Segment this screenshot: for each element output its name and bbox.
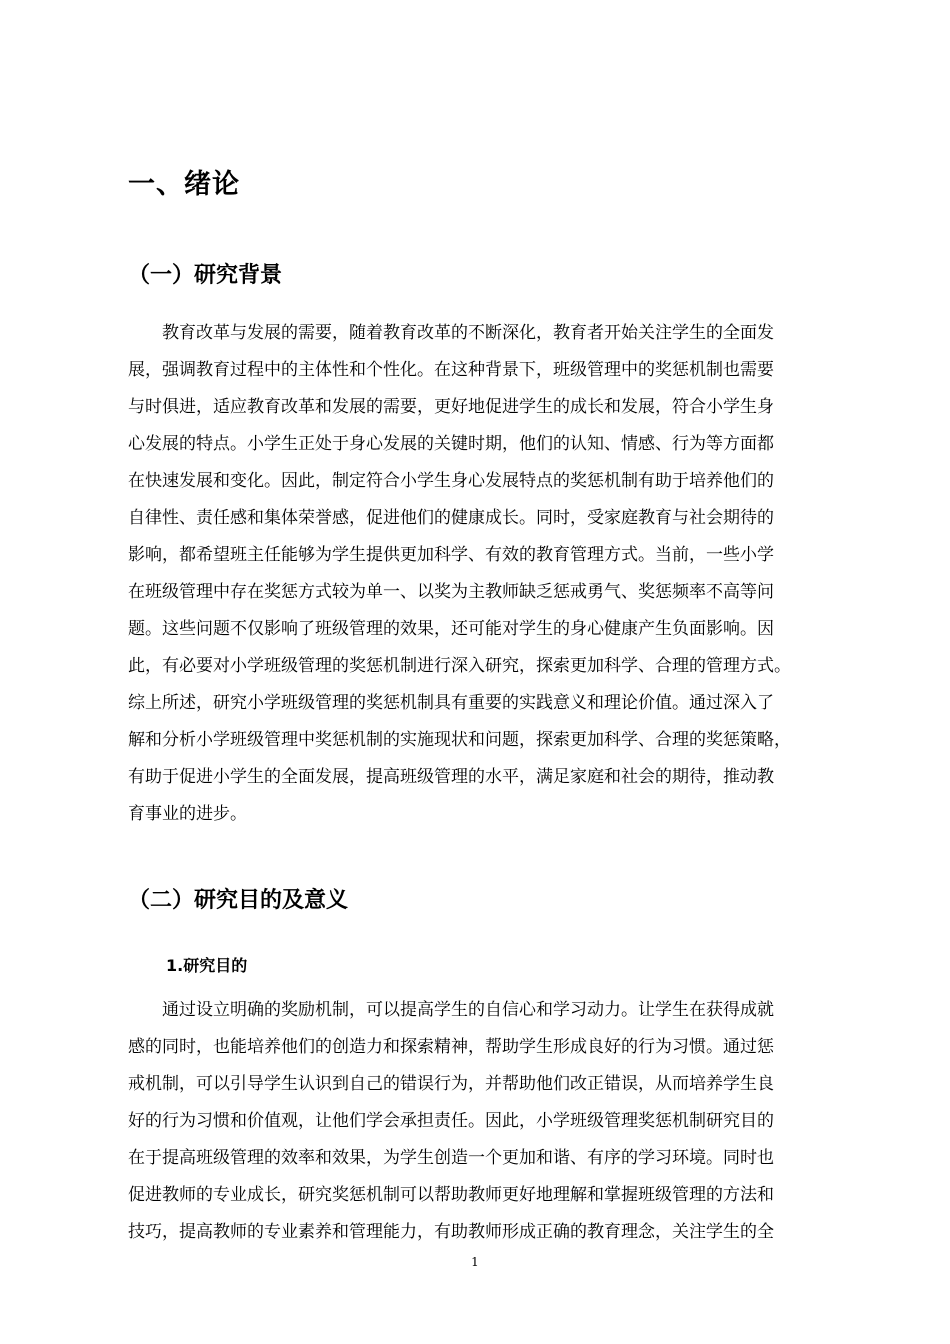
text-line: 心发展的特点。小学生正处于身心发展的关键时期，他们的认知、情感、行为等方面都 [128, 434, 774, 454]
text-line: 题。这些问题不仅影响了班级管理的效果，还可能对学生的身心健康产生负面影响。因 [128, 619, 774, 639]
text-line: 感的同时，也能培养他们的创造力和探索精神，帮助学生形成良好的行为习惯。通过惩 [128, 1037, 774, 1057]
purpose-paragraph [128, 992, 868, 1251]
text-line: 解和分析小学班级管理中奖惩机制的实施现状和问题，探索更加科学、合理的奖惩策略， [128, 730, 791, 750]
text-line: 综上所述，研究小学班级管理的奖惩机制具有重要的实践意义和理论价值。通过深入了 [128, 693, 774, 713]
text-line: 育事业的进步。 [128, 804, 247, 824]
text-line: 自律性、责任感和集体荣誉感，促进他们的健康成长。同时，受家庭教育与社会期待的 [128, 508, 774, 528]
page-number: 1 [471, 1255, 479, 1269]
text-line: 在班级管理中存在奖惩方式较为单一、以奖为主教师缺乏惩戒勇气、奖惩频率不高等问 [128, 582, 774, 602]
text-line: 通过设立明确的奖励机制，可以提高学生的自信心和学习动力。让学生在获得成就 [128, 1000, 774, 1020]
text-line: 有助于促进小学生的全面发展，提高班级管理的水平，满足家庭和社会的期待，推动教 [128, 767, 774, 787]
text-line: 好的行为习惯和价值观，让他们学会承担责任。因此，小学班级管理奖惩机制研究目的 [128, 1111, 774, 1131]
text-line: 影响，都希望班主任能够为学生提供更加科学、有效的教育管理方式。当前，一些小学 [128, 545, 774, 565]
section-heading-purpose: （二）研究目的及意义 [128, 888, 349, 913]
text-line: 技巧，提高教师的专业素养和管理能力，有助教师形成正确的教育理念，关注学生的全 [128, 1222, 774, 1242]
section-heading-background: （一）研究背景 [128, 263, 283, 288]
text-line: 与时俱进，适应教育改革和发展的需要，更好地促进学生的成长和发展，符合小学生身 [128, 397, 774, 417]
text-line: 教育改革与发展的需要，随着教育改革的不断深化，教育者开始关注学生的全面发 [128, 323, 774, 343]
text-line: 促进教师的专业成长，研究奖惩机制可以帮助教师更好地理解和掌握班级管理的方法和 [128, 1185, 774, 1205]
text-line: 在快速发展和变化。因此，制定符合小学生身心发展特点的奖惩机制有助于培养他们的 [128, 471, 774, 491]
text-line: 戒机制，可以引导学生认识到自己的错误行为，并帮助他们改正错误，从而培养学生良 [128, 1074, 774, 1094]
text-line: 展，强调教育过程中的主体性和个性化。在这种背景下，班级管理中的奖惩机制也需要 [128, 360, 774, 380]
text-line: 此，有必要对小学班级管理的奖惩机制进行深入研究，探索更加科学、合理的管理方式。 [128, 656, 791, 676]
text-line: 在于提高班级管理的效率和效果，为学生创造一个更加和谐、有序的学习环境。同时也 [128, 1148, 774, 1168]
background-paragraph [128, 315, 868, 833]
chapter-heading: 一、绪论 [128, 169, 240, 200]
subsection-heading-purpose: 1.研究目的 [166, 956, 248, 975]
